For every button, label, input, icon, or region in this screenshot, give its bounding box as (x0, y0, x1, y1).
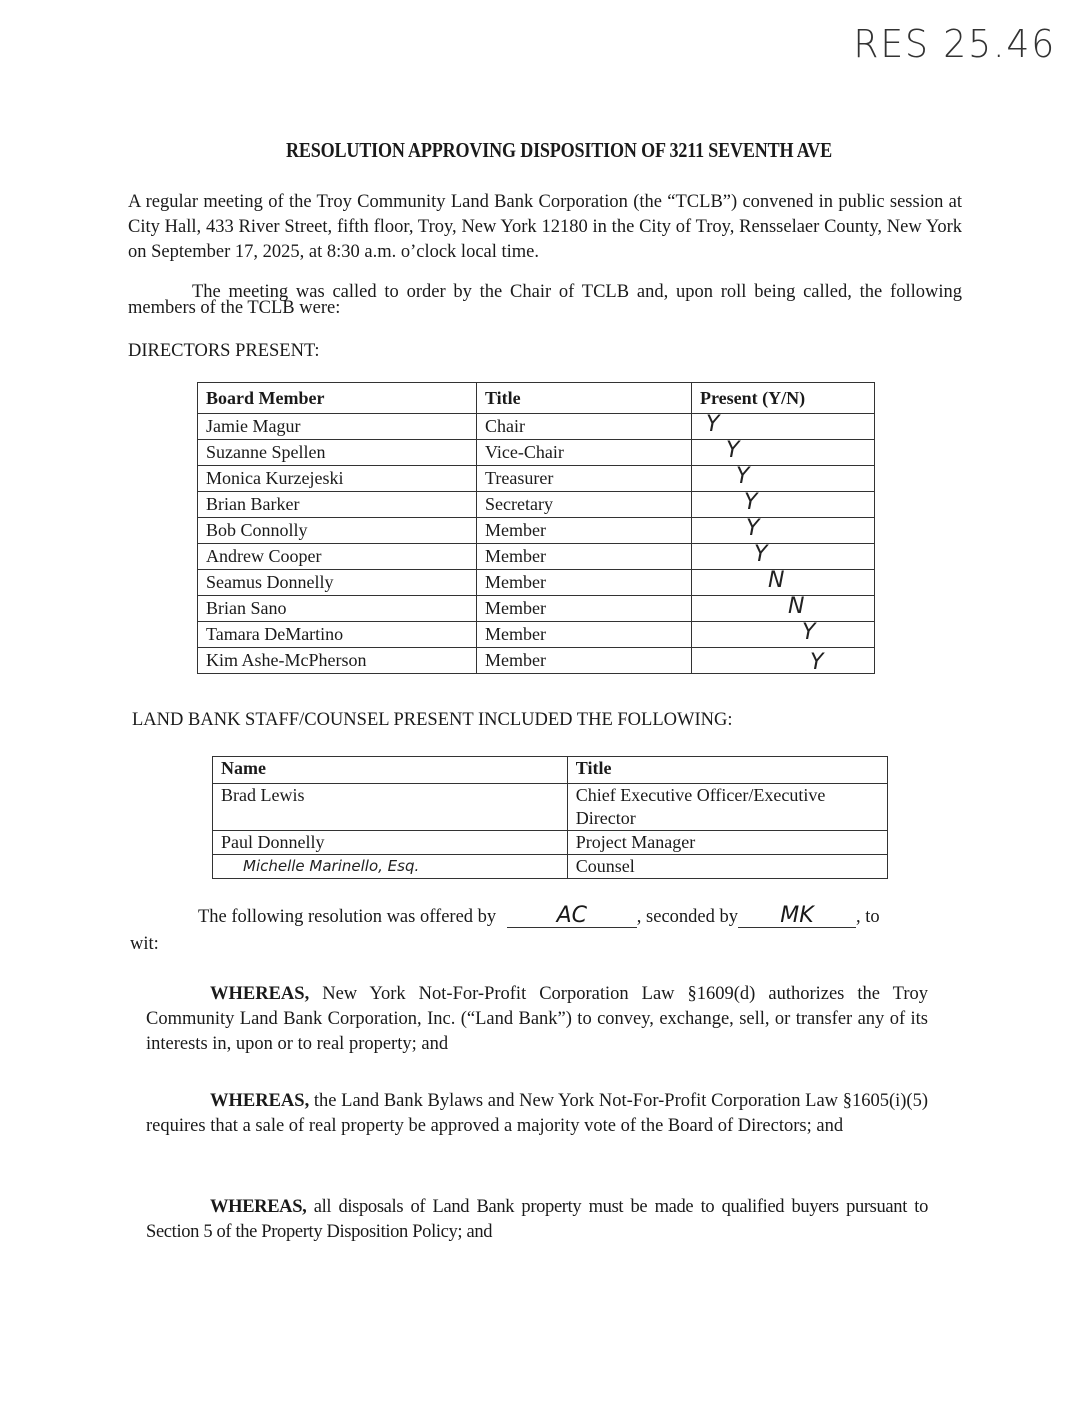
resolution-number-handwritten: RES 25.46 (853, 22, 1057, 66)
whereas-text: the Land Bank Bylaws and New York Not-For-Profit Corporation Law §1605(i)(5) requires that a sale of real property be approved a majority vote of the Board of Directors; and (146, 1091, 928, 1136)
member-name: Tamara DeMartino (198, 622, 477, 648)
member-name: Seamus Donnelly (198, 570, 477, 596)
offered-suffix: , to (856, 907, 880, 927)
header-board-member: Board Member (198, 383, 477, 414)
present-mark: Y (736, 464, 750, 489)
member-present-cell (692, 596, 875, 622)
seconded-by-initials: MK (738, 905, 856, 928)
present-mark: N (788, 594, 805, 619)
table-row (213, 831, 888, 855)
intro-paragraph: A regular meeting of the Troy Community Land Bank Corporation (the “TCLB”) convened in public session at City Hall, 433 River Street, fifth floor, Troy, New York 12180 in the City of Troy, Rensselaer County, New York on September 17, 2025, at 8:30 a.m. o’clock local time. (128, 192, 962, 262)
table-row (198, 492, 875, 518)
member-title: Member (477, 570, 692, 596)
staff-name: Brad Lewis (213, 784, 568, 831)
present-mark: Y (746, 516, 760, 541)
header-present: Present (Y/N) (692, 383, 875, 414)
table-row (198, 440, 875, 466)
member-name: Brian Sano (198, 596, 477, 622)
member-name: Bob Connolly (198, 518, 477, 544)
present-mark: Y (744, 490, 758, 515)
member-title: Member (477, 544, 692, 570)
table-row (213, 855, 888, 879)
document-title: RESOLUTION APPROVING DISPOSITION OF 3211 SEVENTH AVE (286, 138, 833, 162)
offered-prefix: The following resolution was offered by (198, 907, 497, 927)
table-header-row (213, 757, 888, 784)
table-header-row (198, 383, 875, 414)
member-title: Chair (477, 414, 692, 440)
header-name: Name (213, 757, 568, 784)
whereas-text: all disposals of Land Bank property must be made to qualified buyers pursuant to Section 5 of the Property Disposition Policy; and (146, 1197, 928, 1242)
member-present-cell (692, 622, 875, 648)
member-present-cell (692, 466, 875, 492)
whereas-clause-1 (146, 982, 928, 1057)
header-title: Title (477, 383, 692, 414)
member-present-cell (692, 544, 875, 570)
staff-present-label: LAND BANK STAFF/COUNSEL PRESENT INCLUDED THE FOLLOWING: (132, 710, 733, 730)
directors-present-label: DIRECTORS PRESENT: (128, 341, 320, 361)
present-mark: Y (754, 542, 768, 567)
table-row (198, 570, 875, 596)
whereas-clause-2 (146, 1089, 928, 1139)
member-title: Member (477, 648, 692, 674)
member-name: Andrew Cooper (198, 544, 477, 570)
member-present-cell (692, 518, 875, 544)
called-to-order-paragraph (128, 284, 962, 316)
table-row (198, 544, 875, 570)
table-row (213, 784, 888, 831)
member-name: Brian Barker (198, 492, 477, 518)
called-to-order-text: The meeting was called to order by the Chair of TCLB and, upon roll being called, the following members of the TCLB were: (128, 282, 962, 318)
whereas-lead: WHEREAS, (210, 984, 310, 1004)
present-mark: Y (802, 620, 816, 645)
table-row (198, 648, 875, 674)
whereas-lead: WHEREAS, (210, 1197, 307, 1217)
member-title: Secretary (477, 492, 692, 518)
member-name: Suzanne Spellen (198, 440, 477, 466)
seconded-label: , seconded by (636, 907, 739, 927)
present-mark: Y (706, 412, 720, 437)
staff-name: Paul Donnelly (213, 831, 568, 855)
present-mark: Y (726, 438, 740, 463)
header-title: Title (567, 757, 887, 784)
wit-label: wit: (130, 934, 159, 954)
offered-by-initials: AC (507, 905, 637, 928)
whereas-lead: WHEREAS, (210, 1091, 310, 1111)
member-present-cell (692, 648, 875, 674)
staff-name-handwritten: Michelle Marinello, Esq. (213, 855, 568, 879)
staff-title: Counsel (567, 855, 887, 879)
member-name: Jamie Magur (198, 414, 477, 440)
table-row (198, 622, 875, 648)
member-title: Treasurer (477, 466, 692, 492)
member-present-cell (692, 492, 875, 518)
member-present-cell (692, 570, 875, 596)
table-row (198, 596, 875, 622)
staff-title: Project Manager (567, 831, 887, 855)
staff-table (212, 756, 888, 879)
member-name: Monica Kurzejeski (198, 466, 477, 492)
member-name: Kim Ashe-McPherson (198, 648, 477, 674)
member-title: Member (477, 622, 692, 648)
present-mark: N (768, 568, 785, 593)
table-row (198, 414, 875, 440)
table-row (198, 518, 875, 544)
directors-table (197, 382, 875, 674)
present-mark: Y (810, 650, 824, 675)
member-title: Member (477, 596, 692, 622)
staff-title: Chief Executive Officer/Executive Director (567, 784, 887, 831)
member-present-cell (692, 440, 875, 466)
whereas-clause-3 (146, 1195, 928, 1245)
member-title: Member (477, 518, 692, 544)
table-row (198, 466, 875, 492)
member-title: Vice-Chair (477, 440, 692, 466)
member-present-cell (692, 414, 875, 440)
whereas-text: New York Not-For-Profit Corporation Law §1609(d) authorizes the Troy Community Land Bank Corporation, Inc. (“Land Bank”) to convey, exchange, sell, or transfer any of its interests in, upon or to real property; and (146, 984, 928, 1054)
offered-line (198, 905, 880, 928)
